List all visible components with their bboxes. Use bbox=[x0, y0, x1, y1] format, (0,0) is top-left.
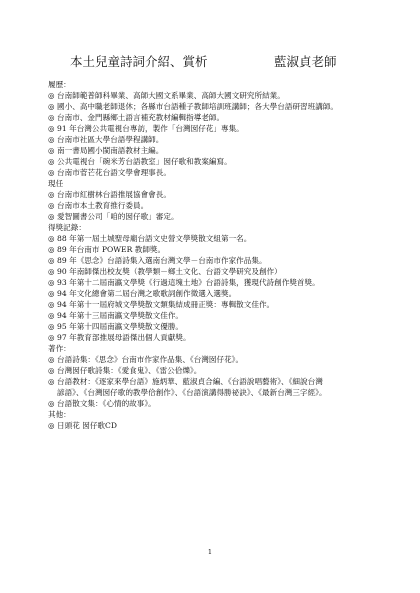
text-line: ◎ 台語教材：《逐家來學台語》施炳華、藍淑貞合編、《台語說唱藝術》、《細說台灣 bbox=[48, 377, 323, 386]
text-line: ◎ 88 年第一屆土城聖母廟台語文史營文學獎散文組第一名。 bbox=[48, 234, 252, 243]
text-line: ◎ 台南市本土教育推行委員。 bbox=[48, 201, 149, 210]
author-name: 藍淑貞老師 bbox=[274, 54, 337, 69]
text-line: ◎ 愛智圖書公司「咱的囡仔歌」審定。 bbox=[48, 212, 179, 221]
biography-content bbox=[48, 79, 388, 431]
text-line: ◎ 台南市菅芒花台語文學會理事長。 bbox=[48, 168, 171, 177]
text-line: ◎ 日頭花 囡仔歌CD bbox=[48, 421, 117, 430]
text-line: ◎ 公共電視台「碗米芳台語教室」囡仔歌和教案編寫。 bbox=[48, 157, 232, 166]
text-line: ◎ 90 年南師傑出校友獎（教學類－鄉土文化、台語文學研究及創作） bbox=[48, 267, 282, 276]
page-number: 1 bbox=[207, 548, 213, 556]
text-line: ◎ 94 年第十一屆府城文學獎散文類集結成冊正獎：專輯散文佳作。 bbox=[48, 300, 275, 309]
text-line: 得獎記錄： bbox=[48, 223, 86, 232]
text-line: ◎ 國小、高中職老師退休；各縣市台語種子教師培訓班講師；各大學台語研習班講師。 bbox=[48, 102, 339, 111]
text-line: ◎ 97 年教育部推展母語傑出個人貢獻獎。 bbox=[48, 333, 191, 342]
text-line: ◎ 94 年文化總會第二屆台灣之歌歌詞創作徵選入選獎。 bbox=[48, 289, 237, 298]
text-line: 現任 bbox=[48, 179, 64, 188]
text-line: ◎ 台南市社區大學台語學程講師。 bbox=[48, 135, 164, 144]
text-line: ◎ 95 年第十四屆南瀛文學獎散文優勝。 bbox=[48, 322, 184, 331]
text-line: 諺語》、《台灣囡仔歌的教學佮創作》、《台語演講得勝祕訣》、《最新台灣三字經》。 bbox=[57, 388, 327, 397]
text-line: 著作： bbox=[48, 344, 71, 353]
text-line: ◎ 89 年《思念》台語詩集入選南台灣文學－台南市作家作品集。 bbox=[48, 256, 267, 265]
text-line: ◎ 南一書局國小閩南語教材主編。 bbox=[48, 146, 164, 155]
text-line: 其他： bbox=[48, 410, 71, 419]
text-line: ◎ 94 年第十三屆南瀛文學獎散文佳作。 bbox=[48, 311, 184, 320]
text-line: ◎ 91 年台灣公共電視台專訪，製作「台灣囡仔花」專集。 bbox=[48, 124, 244, 133]
text-line: ◎ 台南師範普師科畢業、高師大國文系畢業、高師大國文研究所結業。 bbox=[48, 91, 285, 100]
header-row bbox=[0, 52, 420, 70]
text-line: ◎ 台南市紅樹林台語推展協會會長。 bbox=[48, 190, 171, 199]
text-line: ◎ 台語散文集：《心情的故事》。 bbox=[48, 399, 156, 408]
text-line: ◎ 93 年第十二屆南瀛文學獎《行過這塊土地》台語詩集，獲現代詩創作獎首獎。 bbox=[48, 278, 320, 287]
text-line: 履歷： bbox=[48, 80, 71, 89]
text-line: ◎ 台南市、金門縣鄉土語言補充教材編輯指導老師。 bbox=[48, 113, 225, 122]
text-line: ◎ 台語詩集：《思念》台南市作家作品集、《台灣囡仔花》。 bbox=[48, 355, 244, 364]
document-title: 本土兒童詩詞介紹、賞析 bbox=[70, 54, 208, 69]
text-line: ◎ 89 年台南市 POWER 教師獎。 bbox=[48, 245, 166, 254]
text-line: ◎ 台灣囡仔歌詩集：《愛食鬼》、《雷公佮爍》。 bbox=[48, 366, 202, 375]
